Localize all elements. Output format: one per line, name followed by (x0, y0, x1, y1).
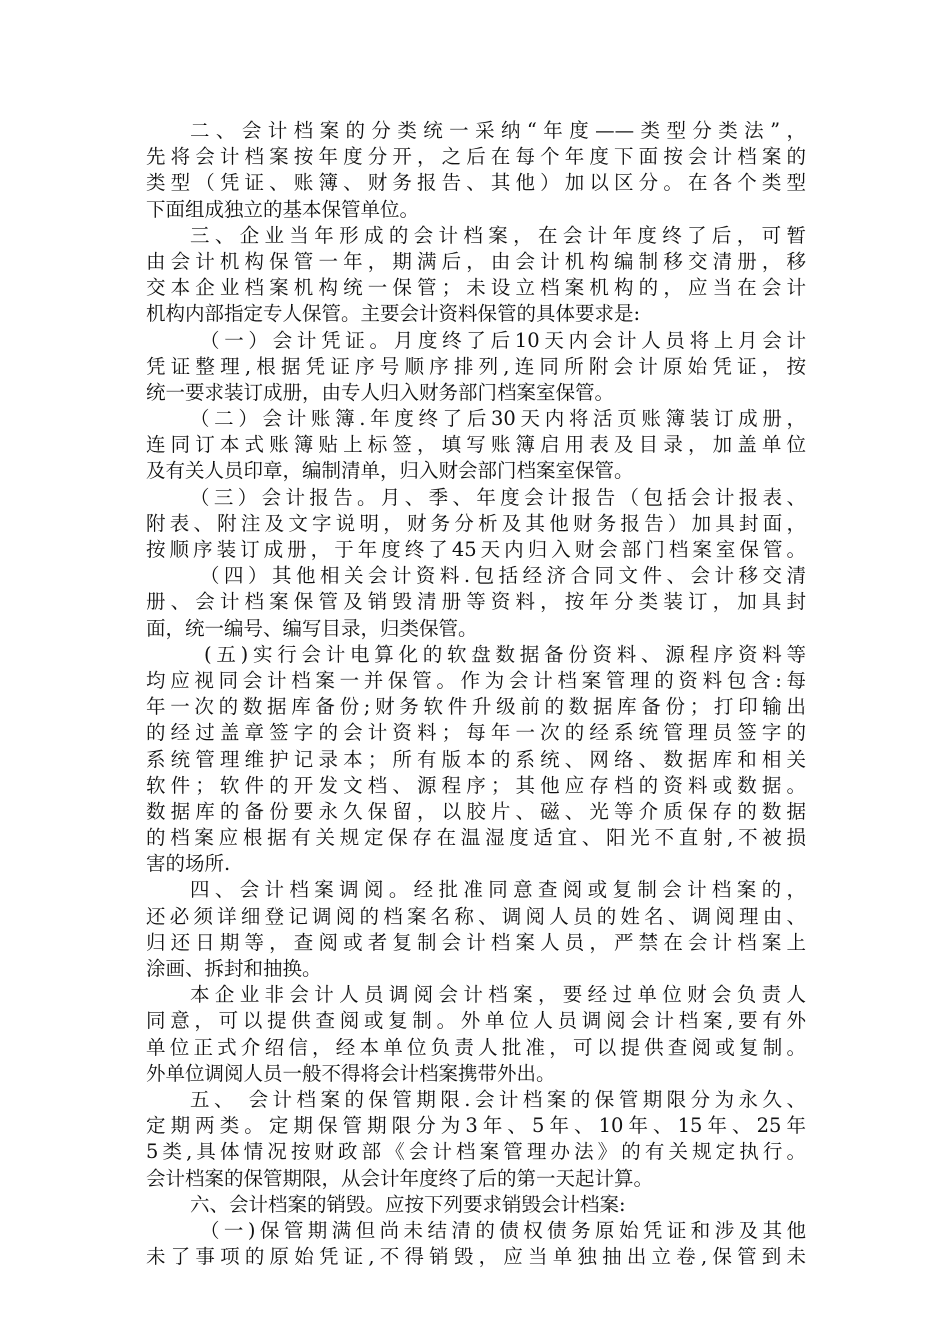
item-3-line-3: 按顺序装订成册，于年度终了45天内归入财会部门档案室保管。 (146, 538, 806, 561)
item-5-line-3: 年一次的数据库备份;财务软件升级前的数据库备份；打印输出 (146, 695, 806, 719)
paragraph-5-line-3: 5类,具体情况按财政部《会计档案管理办法》的有关规定执行。 (146, 1140, 806, 1164)
paragraph-5-line-2: 定期两类。定期保管期限分为3年、5年、10年、15年、25年 (146, 1114, 806, 1138)
paragraph-3-line-1: 三、企业当年形成的会计档案，在会计年度终了后，可暂 (190, 223, 806, 247)
paragraph-2-line-3: 类型（凭证、账簿、财务报告、其他）加以区分。在各个类型 (146, 171, 806, 195)
paragraph-3-line-2: 由会计机构保管一年，期满后，由会计机构编制移交清册，移 (146, 249, 806, 273)
paragraph-5-line-4: 会计档案的保管期限，从会计年度终了后的第一天起计算。 (146, 1166, 654, 1190)
item-5-line-1: (五)实行会计电算化的软盘数据备份资料、源程序资料等 (204, 642, 806, 666)
paragraph-3-line-3: 交本企业档案机构统一保管；未设立档案机构的，应当在会计 (146, 276, 806, 300)
paragraph-4-line-1: 四、会计档案调阅。经批准同意查阅或复制会计档案的， (190, 878, 806, 902)
item-2-line-3: 及有关人员印章，编制清单，归入财会部门档案室保管。 (146, 459, 634, 483)
paragraph-6-item-1-line-2: 未了事项的原始凭证,不得销毁，应当单独抽出立卷,保管到未 (146, 1245, 806, 1269)
item-5-line-4: 的经过盖章签字的会计资料；每年一次的经系统管理员签字的 (146, 721, 806, 745)
paragraph-3-line-4: 机构内部指定专人保管。主要会计资料保管的具体要求是: (146, 302, 641, 326)
paragraph-4b-line-4: 外单位调阅人员一般不得将会计档案携带外出。 (146, 1061, 556, 1085)
item-2-line-2: 连同订本式账簿贴上标签，填写账簿启用表及目录，加盖单位 (146, 433, 806, 457)
item-4-line-1: （四）其他相关会计资料.包括经济合同文件、会计移交清 (200, 564, 806, 588)
document-body (146, 118, 806, 1270)
paragraph-2-line-1: 二、会计档案的分类统一采纳“年度——类型分类法”， (190, 119, 806, 142)
item-5-line-8: 的档案应根据有关规定保存在温湿度适宜、阳光不直射,不被损 (146, 826, 806, 850)
item-5-line-9: 害的场所. (146, 852, 231, 876)
paragraph-6-item-1-line-1: （一)保管期满但尚未结清的债权债务原始凭证和涉及其他 (200, 1218, 806, 1242)
paragraph-4-line-4: 涂画、拆封和抽换。 (146, 957, 322, 980)
paragraph-4b-line-1: 本企业非会计人员调阅会计档案，要经过单位财会负责人 (190, 983, 806, 1007)
item-5-line-7: 数据库的备份要永久保留，以胶片、磁、光等介质保存的数据 (146, 799, 806, 823)
item-3-line-1: （三）会计报告。月、季、年度会计报告（包括会计报表、 (190, 485, 806, 509)
paragraph-4-line-2: 还必须详细登记调阅的档案名称、调阅人员的姓名、调阅理由、 (146, 904, 806, 928)
item-3-line-2: 附表、附注及文字说明，财务分析及其他财务报告）加具封面， (146, 511, 806, 535)
paragraph-4b-line-2: 同意，可以提供查阅或复制。外单位人员调阅会计档案,要有外 (146, 1009, 806, 1033)
item-5-line-6: 软件；软件的开发文档、源程序；其他应存档的资料或数据。 (146, 773, 806, 797)
paragraph-6-line-1: 六、会计档案的销毁。应按下列要求销毁会计档案: (190, 1192, 626, 1216)
item-1-line-2: 凭证整理,根据凭证序号顺序排列,连同所附会计原始凭证，按 (146, 354, 806, 378)
paragraph-4b-line-3: 单位正式介绍信，经本单位负责人批准，可以提供查阅或复制。 (146, 1035, 806, 1059)
item-5-line-2: 均应视同会计档案一并保管。作为会计档案管理的资料包含:每 (146, 668, 806, 692)
item-2-line-1: （二）会计账簿.年度终了后30天内将活页账簿装订成册， (190, 407, 806, 431)
item-4-line-2: 册、会计档案保管及销毁清册等资料，按年分类装订，加具封 (146, 590, 806, 614)
paragraph-4-line-3: 归还日期等，查阅或者复制会计档案人员，严禁在会计档案上 (146, 930, 806, 954)
item-5-line-5: 系统管理维护记录本；所有版本的系统、网络、数据库和相关 (146, 747, 806, 771)
paragraph-2-line-2: 先将会计档案按年度分开，之后在每个年度下面按会计档案的 (146, 145, 806, 169)
paragraph-2-line-4: 下面组成独立的基本保管单位。 (146, 197, 420, 221)
item-1-line-1: （一）会计凭证。月度终了后10天内会计人员将上月会计 (200, 328, 806, 352)
paragraph-5-line-1: 五、 会计档案的保管期限.会计档案的保管期限分为永久、 (190, 1087, 806, 1111)
item-1-line-3: 统一要求装订成册，由专人归入财务部门档案室保管。 (146, 380, 615, 404)
item-4-line-3: 面，统一编号、编写目录，归类保管。 (146, 616, 478, 640)
